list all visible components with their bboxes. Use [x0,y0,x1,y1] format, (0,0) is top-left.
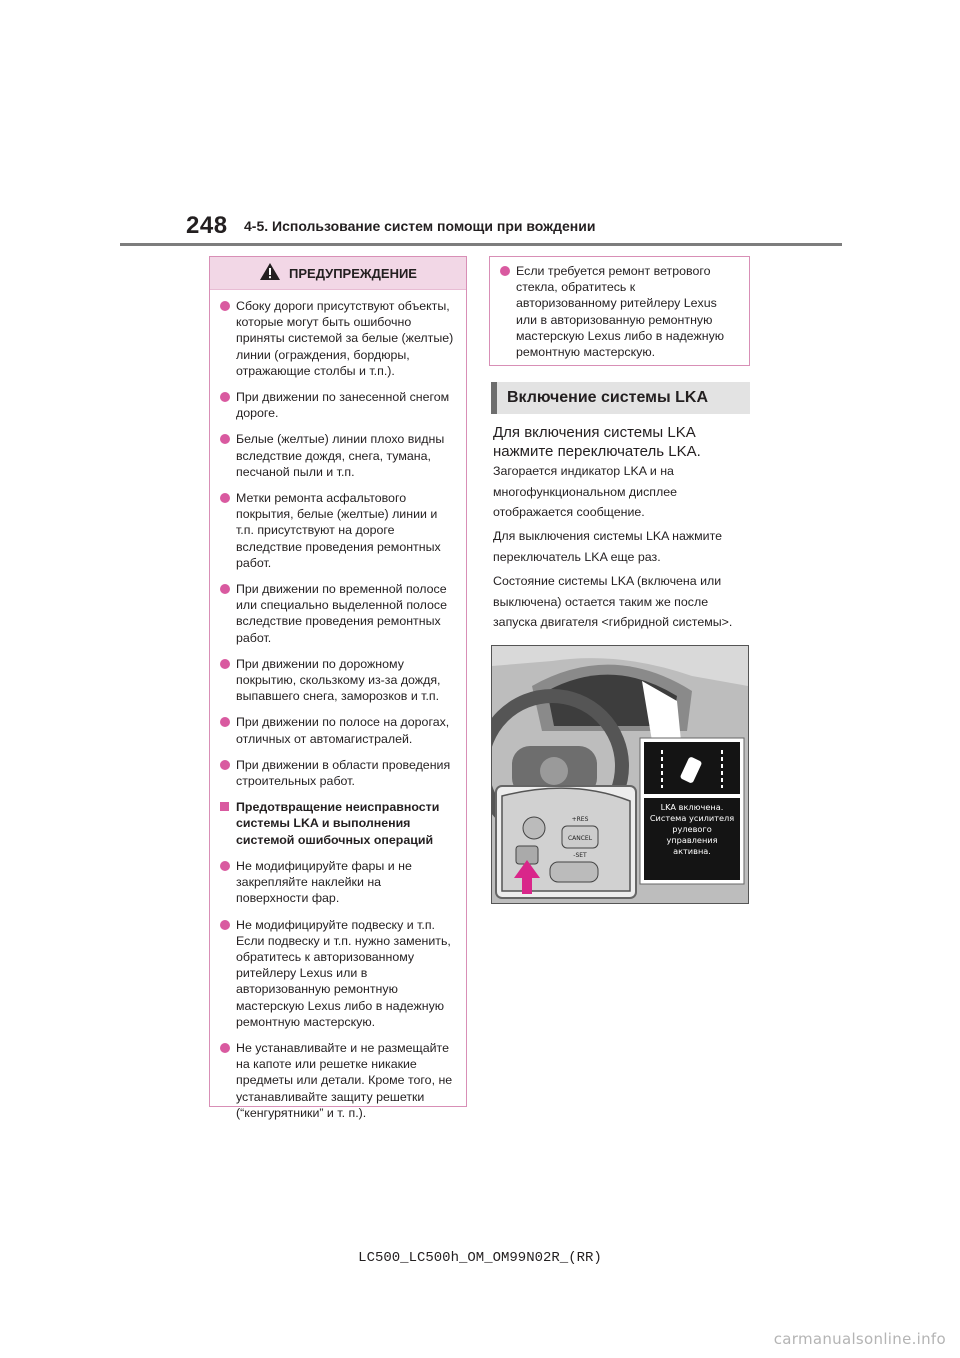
bullet-square-icon [220,802,229,811]
watermark: carmanualsonline.info [773,1330,946,1348]
warning-item-text: При движении по полосе на дорогах, отличных от автомагистралей. [236,715,450,746]
warning-header [210,257,466,290]
warning-item-text: Не модифицируйте подвеску и т.п. Если подвеску и т.п. нужно заменить, обратитесь к авторизованному ритейлеру Lexus или в авторизованную ремонтную мастерскую Lexus либо в надежную ремонтную мастерскую. [236,917,451,1029]
warning-triangle-icon [259,262,281,284]
warning-item-text: Белые (желтые) линии плохо видны вследствие дождя, снега, тумана, песчаной пыли и т.п. [236,432,445,479]
lka-paragraph-1: Загорается индикатор LKA и на многофункциональном дисплее отображается сообщение. [493,464,677,519]
warning-item [218,1040,456,1121]
warning-item-text: При движении по занесенной снегом дороге. [236,390,450,421]
warning-item-text: При движении в области проведения строительных работ. [236,757,451,789]
bullet-circle-icon [220,717,230,727]
cockpit-drawing [492,646,748,903]
header-divider [120,243,842,246]
bullet-circle-icon [220,493,230,503]
warning-item [218,431,456,480]
bullet-circle-icon [220,760,230,770]
lka-heading-text: Включение системы LKA [507,389,708,406]
bullet-circle-icon [220,434,230,444]
set-label: -SET [573,852,587,859]
display-message: LKA включена. Система усилителя рулевого управления активна. [649,802,735,856]
bullet-circle-icon [220,392,230,402]
warning-item-text: Сбоку дороги присутствуют объекты, которые могут быть ошибочно приняты системой за белые (желтые) линии (ограждения, бордюры, отражающие столбы и т.п.). [236,299,454,378]
lka-switch-illustration [491,645,749,904]
warning-item [218,799,456,848]
warning-item [218,917,456,1030]
warning-item-text: При движении по временной полосе или специально выделенной полосе вследствие проведения ремонтных работ. [236,582,448,645]
warning-item [218,757,456,789]
cancel-label: CANCEL [567,835,593,842]
document-footer: LC500_LC500h_OM_OM99N02R_(RR) [358,1250,602,1266]
warning-item [218,490,456,571]
lka-section-heading [491,382,750,414]
page-number: 248 [186,212,228,239]
repair-note-text: Если требуется ремонт ветрового стекла, обратитесь к авторизованному ритейлеру Lexus или в авторизованную ремонтную мастерскую Lexus либо в надежную ремонтную мастерскую. [516,264,725,360]
bullet-circle-icon [220,301,230,311]
warning-list [210,290,466,1121]
bullet-circle-icon [220,1043,230,1053]
bullet-circle-icon [500,266,510,276]
warning-item-text: При движении по дорожному покрытию, скользкому из-за дождя, выпавшего снега, заморозков и т.п. [236,656,441,704]
repair-note-item [498,263,739,360]
warning-item [218,858,456,907]
lka-paragraph-3: Состояние системы LKA (включена или выключена) остается таким же после запуска двигателя <гибридной системы>. [493,574,733,629]
warning-item [218,298,456,379]
bullet-circle-icon [220,920,230,930]
warning-box [209,256,467,1120]
warning-item [218,714,456,746]
warning-title: ПРЕДУПРЕЖДЕНИЕ [289,265,417,281]
warning-item [218,656,456,705]
warning-item-text: Предотвращение неисправности системы LKA и выполнения системой ошибочных операций [236,800,440,847]
warning-item-text: Не устанавливайте и не размещайте на капоте или решетке никакие предметы или детали. Кроме того, не устанавливайте защиту решетки (“кенгурятники” и т. п.). [236,1040,453,1120]
bullet-circle-icon [220,584,230,594]
section-title: 4-5. Использование систем помощи при вождении [244,218,596,234]
warning-item-text: Метки ремонта асфальтового покрытия, белые (желтые) линии и т.п. присутствуют на дороге вследствие проведения ремонтных работ. [236,491,441,570]
warning-item-text: Не модифицируйте фары и не закрепляйте наклейки на поверхности фар. [236,858,412,906]
res-label: +RES [571,816,589,823]
bullet-circle-icon [220,861,230,871]
repair-note-box [489,256,750,366]
bullet-circle-icon [220,659,230,669]
warning-item [218,389,456,421]
warning-item [218,581,456,646]
lka-lead-text: Для включения системы LKA нажмите переключатель LKA. [493,424,701,460]
lka-paragraph-2: Для выключения системы LKA нажмите переключатель LKA еще раз. [493,529,723,564]
